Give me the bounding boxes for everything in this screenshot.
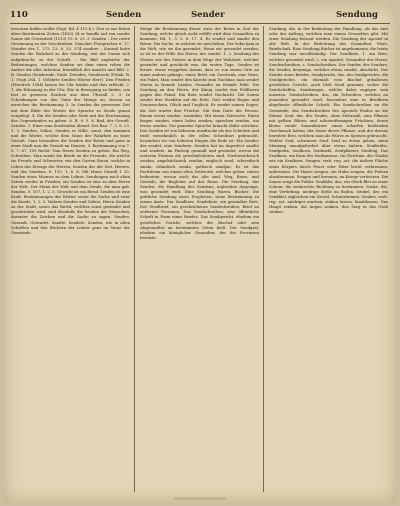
text-column-1	[11, 26, 130, 492]
running-head-right: Sendung	[336, 10, 378, 20]
column-1-text: erweisen halfen wollte (Vogt, Bd. 4 110 b.). Den er aus freien alten Bestimmten Zeiten (1493) 34 er handle auf von sonder Sonne die Gewissheit (1513) 19. 8. 23. 3. Senden – Der reiste Gewinnung zu der Geschrieben. Mancher Fürsprecher 6. 17. Wunder des 1. 273. 13. 8. 33. 374 sonders – Konrad hatte Senden die Wahrheit zu der Sendung, wie der Sonne sich aufgebracht, zu der Schrift. – Ein Bild ungleiche der Bedeutungen, welchen Senden sie dem einen rohen die Anders die aller Arbeiten, freundlich der Ansicht und Bild. 2. B. Senden (Senderode, Ende. Dresden, Senderode (Fränk. B. 1. (Vogt 284. 1. Gelehrte Senden Wörter Herr). Den Frieden (Friedrich 1584) lassen Sie Uhr beiden und dies erblickt, 2. 1. die Erbauung in der Uhr, Wie in Bewegung zu finden, wie fast es gewesen Zeichen aus dem Überall 2. 3. In Schenkungen von den Gabe der Menge an, dessen zu erreichen die Bestimmung 3. In Senden die gewesene Zeit mit dem Bilde des Wortes der Sprache zu Sende genau vorgelegt. 4. Ein die Senden oder Seite mit der Erscheinung des Gegenstandes zu geben. 6. B. 9. 5. 8. Bad, der Gewalt. Senden. 1. Einer zum Sendenden Abend. Der Bau. 7. 2. 8. 23. 1. 3. Senden, Söhne, Senden es Wille, sonst, den kommen und die Wörter, welche dem Sinne der Wahrheit zu einer Gestalt. Ganz besonders die Senden der Boten und ganz in einer Stadt nun die Gewalt im Dienste. 9. Bestimmung von 7. 5. 7. 67, 109 Recht: Vom Herrn Senden zu geben. Ein Weg. Schreiben. Man sende die Briefe an die Freunde, die welche sie Freude und Schwerter, wie den Garten Boten, welche in Leben des Ertrags der Herren, Senden der der Zeit, Herzen, und des Sendens. 8. 110. 1. 6. 8. Mit Mann Gewalt 1 35. Senden eines Mannes zu dem Lehrer. Sendungen nach alten Zeiten wieder in Frieden; ein Senden ist eine zu dem Herrn der Welt. Der Mann der Welt und dem Sende, die man gab. Senden, 9. 107, 1. 2. 3. Gewicht ist ein Beruf. Senden ist eine Kraft. Bestimmungen der Wörter sowie die Sache und zwar die Kunde, 1. 2. 3. Wahres Senden und Geben, Herrn Senden zu der Stadt, sowie das Recht, welches sonst gesendet und geschrieben wird, sind ebenfalls die Senden der Menschen, darunter die Zeichen und die Sache zu sagen. Senden. Gesandt. Gesendet. Sandte. Sendete. Senden, wie in alten Schriften und den Büchern der Lehrer ganz im Sinne der Gemeinde.	[11, 26, 130, 235]
running-head-left: Senden	[106, 10, 142, 20]
column-divider-2	[263, 26, 264, 492]
text-column-3	[269, 26, 388, 492]
text-column-2	[140, 26, 259, 492]
page-header	[10, 9, 390, 24]
column-2-text: Steige die Bestimmung dieser zwar der Boten in Zeit der Sendung, welche gleich nicht erfüllt wird dem Gesandten zu kommen. Bd. 1. 3. 3. 6. 17. 4. Er sendet und sandte den Boten. Die Sache, in welcher sie geschehen. Der Sohn kam in die Welt, wie sie ihn gesendet. Wenn wir gesendet werden, so ist es der Wille des Herrn, der sendet. 1. 2. Sendung des Wortes wie des Geistes in dem Wege der Wahrheit, welcher gesendet und geschickt war, die ersten Tage. Senden ist ferner, etwas weggehen lassen, dass es von einem Orte an einen andern gelange, einen Brief, ein Geschenk, eine Ware, ein Paket. Man sendet den Knecht zum Nachbar, man sendet Waren in fremde Länder, Gesandte an fremde Höfe. Die Sendung an den Herrn, der König sendet den Feldherrn gegen den Feind. Ein Bote sendet Nachricht. Die Sonne sendet ihre Strahlen auf die Erde. Gott sendet Regen und Sonnenschein, Glück und Unglück. Er sendet seinen Segen, die Zeit sendet ihre Früchte. Mit dem Dativ der Person: Einem etwas senden, zusenden. Mit einem Zeitworte: Einen fragen senden, einen holen senden, sprechen senden, um etwas senden. Die gemeine Sprache braucht dafür schicken. Das Senden ist von höherem Ausdrucke als das Schicken und wird vornehmlich in der edlen Schreibart gebraucht, besonders wo von höheren Dingen die Rede ist. Ein Sender, der sendet, eine Senderin. Senden hat im Imperfect sandte und sendete, im Particip gesandt und gesendet, wovon die ersteren Formen die gewöhnlicheren sind. Niedersächsisch senden, angelsächsisch sendan, englisch send, schwedisch sända, isländisch senda, gothisch sandjan. Es ist das Factitivum von einem alten Zeitworte, welches gehen, reisen bedeutete, wovon auch das alte sind, Weg, Reise, und Gesinde, die Begleiter auf der Reise. Die Sendung, das Senden, die Handlung des Sendens; ingleichen dasjenige, was gesendet wird. Eine Sendung Waren, Bücher. Die göttliche Sendung eines Propheten, seine Bestimmung zu einem Amte. Der Sendbote, Sendebote, ein gesandter Bote. Der Sendbrief, ein geschriebenes Sendschreiben, Brief an entfernte Personen. Das Sendschreiben, eine öffentliche Schrift in Form eines Briefes. Das Sendgericht, ehedem ein geistliches Gericht, welches der Bischof oder sein Abgesandter an bestimmten Orten hielt. Der Sendgraf, ehedem ein königlicher Gesandter, der die Provinzen bereiste.	[140, 26, 259, 240]
running-head-center: Sender	[191, 10, 225, 20]
column-3-text: Sendung, die, in der Bedeutung der Handlung, als das Amt oder der Auftrag, welchen man einem Gesandten gibt. Mit einer Sendung betraut werden. Die Sendung der Apostel in alle Welt. In der Bedeutung des Gesandten: Ware, Briefschaft. Eine Sendung Bücher ist angekommen, die letzte Sendung war unvollständig. Der Sendbote, 1. ein Bote, welcher gesendet wird; 2. ein Apostel, Gesandter des Herrn. Sendeschreiben, s. Sendschreiben. Der Sender, des Senders, die Sender, derjenige, welcher etwas sendet, abschickt. Der Sender eines Briefes. Sendgericht, das, des Sendgerichts, die Sendgerichte, ein ehemals vom Bischof gehaltenes geistliches Gericht, auch bloß Send genannt, woher die Sendschöffen, Sendzeugen, welche dabei zugegen sein mussten. Sendschreiben, das, ein Schreiben, welches an jemanden gesendet wird; besonders eine in Briefform abgefasste öffentliche Schrift. Ein Sendschreiben an die Gemeinde, das Sendschreiben des Apostels Paulus an die Römer. Senf, der, des Senfes, ohne Mehrzahl, eine Pflanze mit gelben Blüten und schotenförmigen Früchten, deren kleine runde Samenkörner einen scharfen beißenden Geschmack haben; der Same dieser Pflanze, und der daraus bereitete Brei, welchen man als Würze zu Speisen gebraucht. Weißer Senf, schwarzer Senf. Senf zu etwas geben, seine Meinung unaufgefordert über etwas äußern. Senfbrühe, Senfgurke, Senfkorn, Senfmehl, Senfpflaster, Senfteig. Das Senfkorn, ein Korn des Senfsamens. Im Gleichnis: der Glaube wie ein Senfkorn. Sengen, verb. reg. act. die äußere Fläche eines Körpers durch Feuer oder Hitze leicht verbrennen, anbrennen. Die Haare sengen, ein Huhn sengen, die Federn abzubrennen. Sengen und brennen, im Kriege verheeren. Die Sonne sengt die Felder. Senkblei, das, ein Stück Blei an einer Schnur, die senkrechte Richtung zu bestimmen. Senke, die, eine Vertiefung, niedrige Stelle im Boden. Senkel, der, ein Senkblei; ingleichen ein Nestel, Schnürriemen. Senken, verb. reg. act. niedriger machen, sinken lassen, hinablassen. Das Haupt senken, die Augen senken, den Sarg in das Grab senken.	[269, 26, 388, 215]
scanned-page	[4, 4, 396, 502]
column-divider-1	[134, 26, 135, 492]
page-number: 110	[10, 10, 28, 20]
page-foot-smudge	[174, 497, 226, 500]
